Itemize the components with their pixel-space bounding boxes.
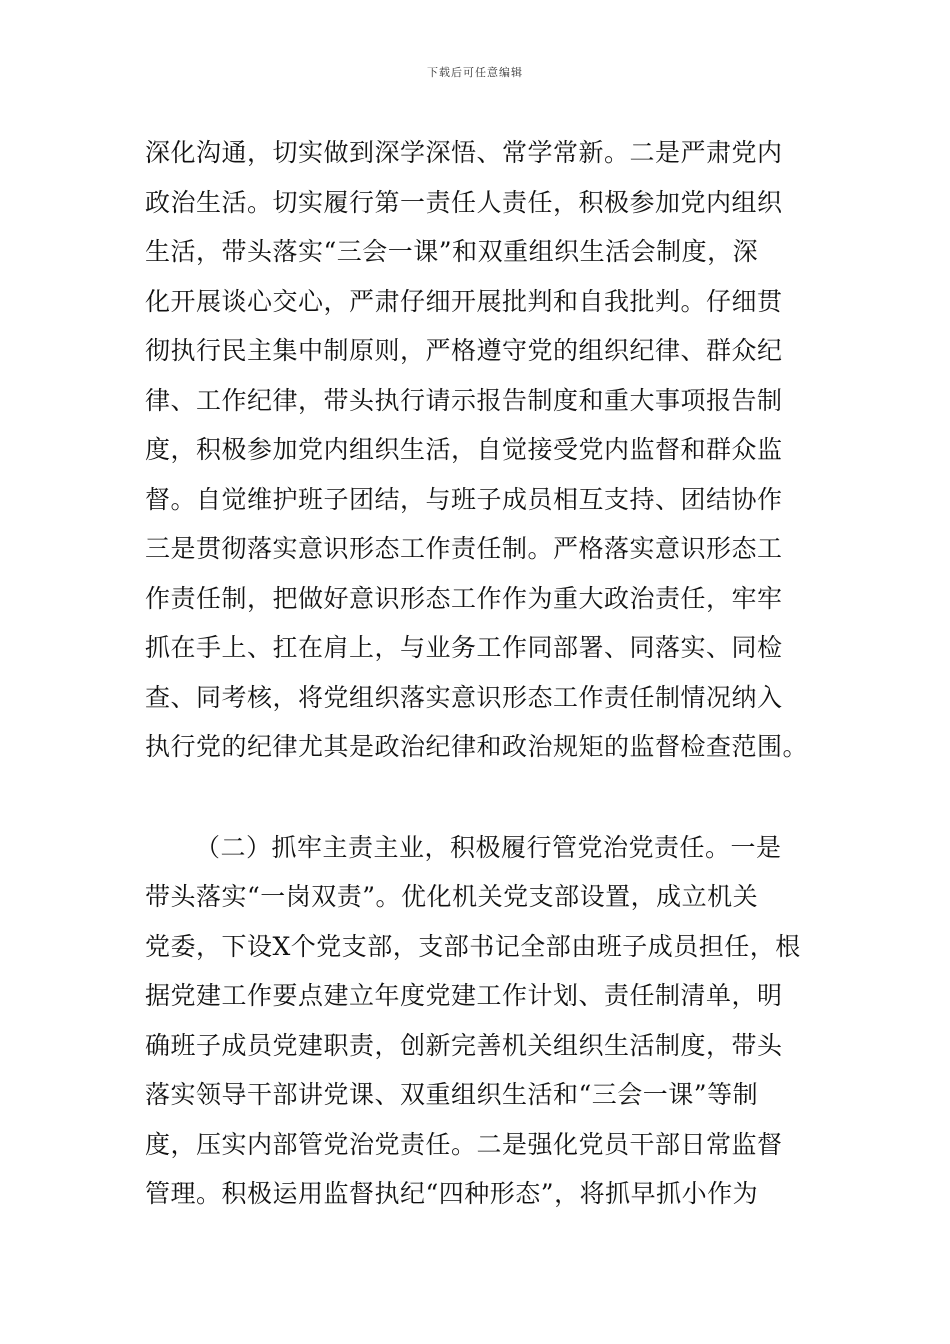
text-line: 化开展谈心交心，严肃仔细开展批判和自我批判。仔细贯 [145,286,783,316]
page-header-note: 下载后可任意编辑 [427,66,523,79]
text-line: 党委，下设X个党支部，支部书记全部由班子成员担任，根 [145,931,801,961]
text-line: 抓在手上、扛在肩上，与业务工作同部署、同落实、同检 [145,633,783,662]
text-line: 督。自觉维护班子团结，与班子成员相互支持、团结协作 [145,484,783,514]
text-line: 作责任制，把做好意识形态工作作为重大政治责任，牢牢 [145,583,783,613]
text-line: 确班子成员党建职责，创新完善机关组织生活制度，带头 [145,1030,783,1060]
text-line: 政治生活。切实履行第一责任人责任，积极参加党内组织 [145,187,783,217]
text-line: 律、工作纪律，带头执行请示报告制度和重大事项报告制 [145,385,783,415]
document-body [145,128,810,1219]
paragraph-1 [145,128,810,772]
text-line: 落实领导干部讲党课、双重组织生活和“三会一课”等制 [145,1080,759,1109]
text-line: 生活，带头落实“三会一课”和双重组织生活会制度，深 [145,237,759,266]
paragraph-spacer [145,772,810,823]
text-line: 度，积极参加党内组织生活，自觉接受党内监督和群众监 [145,435,783,464]
text-line: 带头落实“一岗双责”。优化机关党支部设置，成立机关 [145,882,759,911]
text-line: 执行党的纪律尤其是政治纪律和政治规矩的监督检查范围。 [145,732,809,761]
text-line: 查、同考核，将党组织落实意识形态工作责任制情况纳入 [145,682,783,712]
text-line: 深化沟通，切实做到深学深悟、常学常新。二是严肃党内 [145,138,783,167]
text-line: 管理。积极运用监督执纪“四种形态”，将抓早抓小作为 [145,1179,759,1208]
text-line: 度，压实内部管党治党责任。二是强化党员干部日常监督 [145,1129,783,1159]
text-line: 彻执行民主集中制原则，严格遵守党的组织纪律、群众纪 [145,336,783,365]
paragraph-2 [145,823,810,1219]
text-line: 据党建工作要点建立年度党建工作计划、责任制清单，明 [145,981,783,1010]
text-line: 三是贯彻落实意识形态工作责任制。严格落实意识形态工 [145,534,783,563]
text-line-indented: （二）抓牢主责主业，积极履行管党治党责任。一是 [195,832,782,862]
